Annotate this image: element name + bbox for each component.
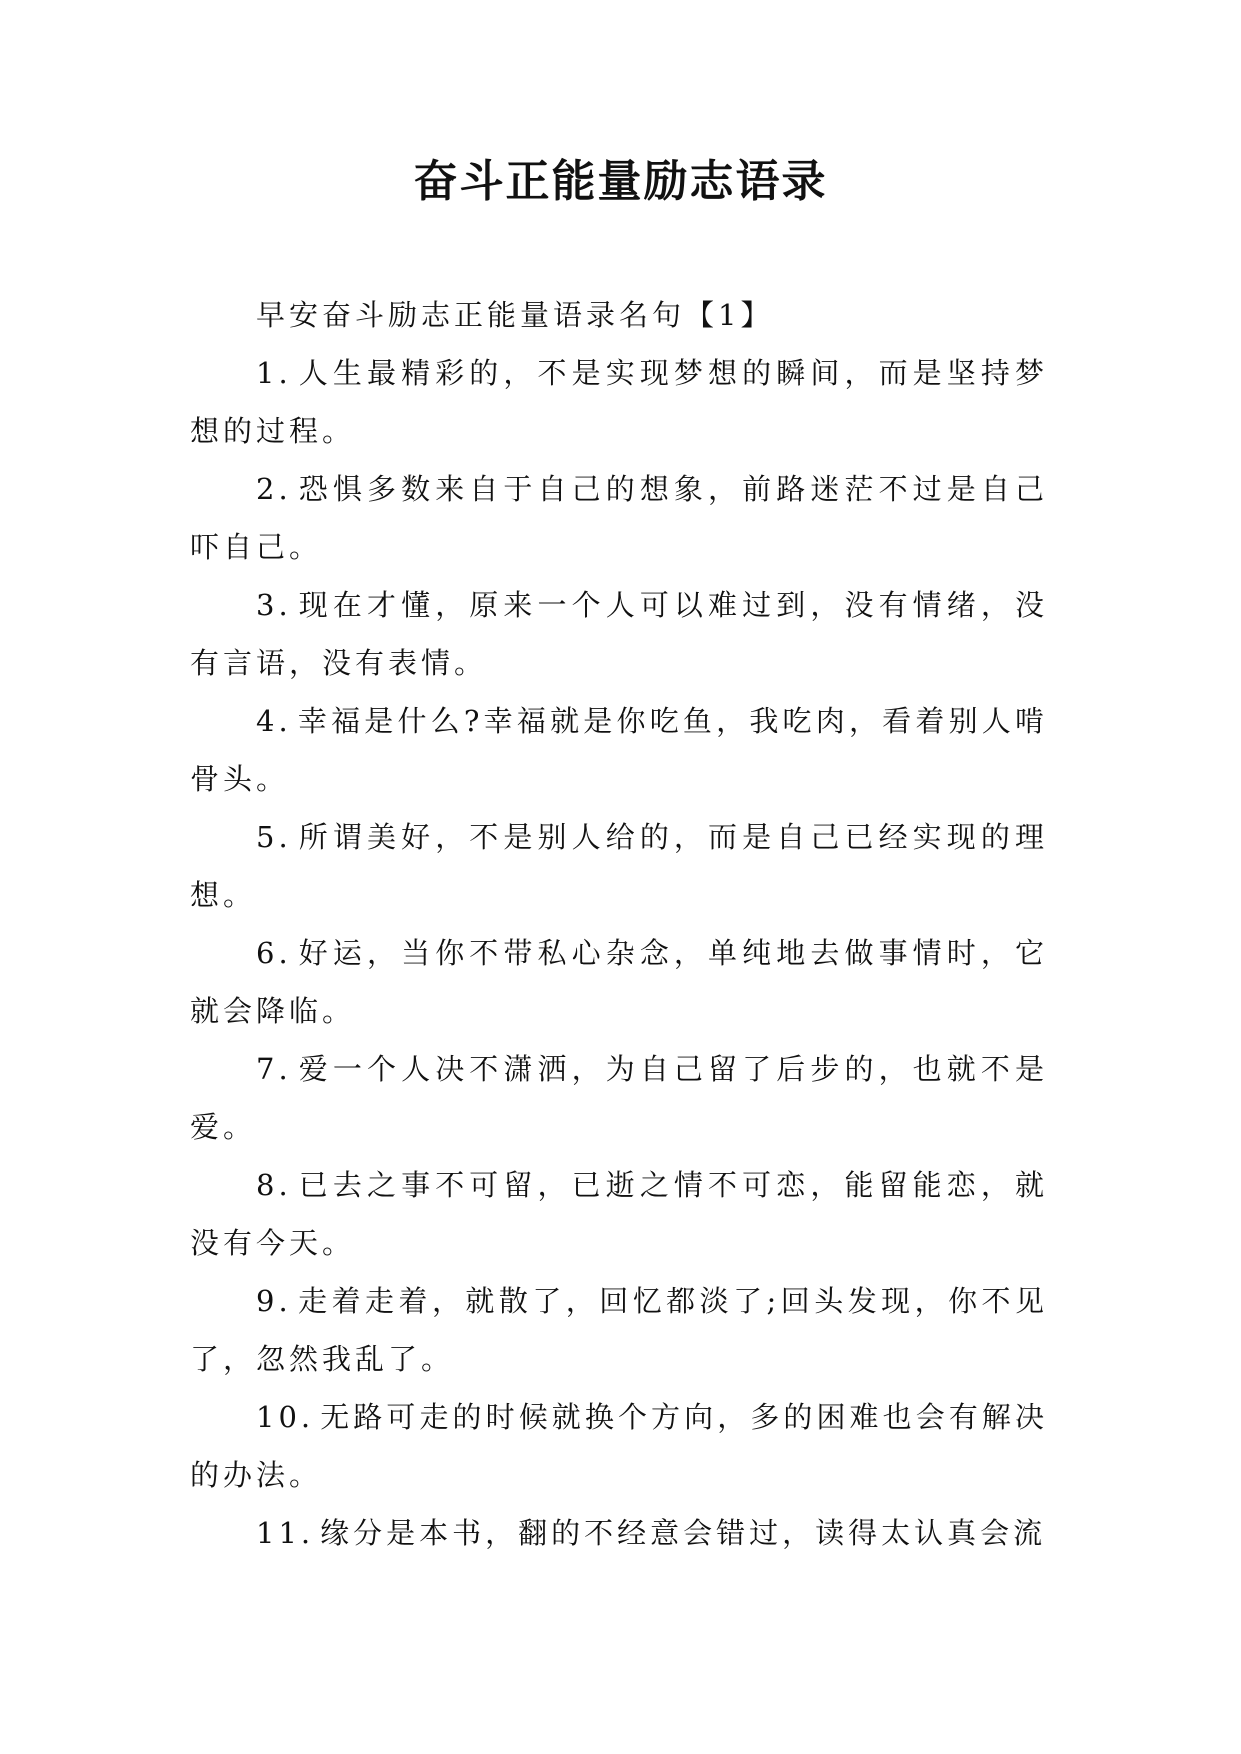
quote-text: 现在才懂，原来一个人可以难过到，没有情绪，没有言语，没有表情。 [190, 588, 1048, 680]
quote-number: 7. [256, 1052, 292, 1086]
quote-number: 3. [256, 588, 292, 622]
quote-number: 10. [256, 1400, 315, 1434]
quote-text: 无路可走的时候就换个方向，多的困难也会有解决的办法。 [190, 1400, 1048, 1492]
quote-item [190, 692, 1048, 808]
quote-text: 爱一个人决不潇洒，为自己留了后步的，也就不是爱。 [190, 1052, 1048, 1144]
quote-number: 5. [256, 820, 292, 854]
quote-item [190, 808, 1048, 924]
quote-number: 1. [256, 356, 292, 390]
quote-item [190, 924, 1048, 1040]
quote-text: 所谓美好，不是别人给的，而是自己已经实现的理想。 [190, 820, 1048, 912]
quote-text: 幸福是什么?幸福就是你吃鱼，我吃肉，看着别人啃骨头。 [190, 704, 1048, 796]
quote-number: 11. [256, 1516, 315, 1550]
quote-item [190, 576, 1048, 692]
quote-item [190, 1504, 1048, 1562]
quote-item [190, 344, 1048, 460]
quote-text: 缘分是本书，翻的不经意会错过，读得太认真会流 [320, 1516, 1047, 1550]
quote-item [190, 1388, 1048, 1504]
quote-number: 2. [256, 472, 292, 506]
quote-number: 9. [256, 1284, 292, 1318]
quote-number: 8. [256, 1168, 292, 1202]
section-heading: 早安奋斗励志正能量语录名句【1】 [256, 298, 774, 332]
quote-text: 好运，当你不带私心杂念，单纯地去做事情时，它就会降临。 [190, 936, 1048, 1028]
quote-text: 已去之事不可留，已逝之情不可恋，能留能恋，就没有今天。 [190, 1168, 1048, 1260]
quote-item [190, 460, 1048, 576]
quote-item [190, 1040, 1048, 1156]
quote-item [190, 1156, 1048, 1272]
quote-text: 人生最精彩的，不是实现梦想的瞬间，而是坚持梦想的过程。 [190, 356, 1048, 448]
document-title: 奋斗正能量励志语录 [413, 156, 828, 207]
quote-text: 恐惧多数来自于自己的想象，前路迷茫不过是自己吓自己。 [190, 472, 1048, 564]
quote-text: 走着走着，就散了，回忆都淡了;回头发现，你不见了，忽然我乱了。 [190, 1284, 1048, 1376]
quote-item [190, 1272, 1048, 1388]
quote-number: 6. [256, 936, 292, 970]
document-body [190, 286, 1048, 1562]
quote-number: 4. [256, 704, 292, 738]
